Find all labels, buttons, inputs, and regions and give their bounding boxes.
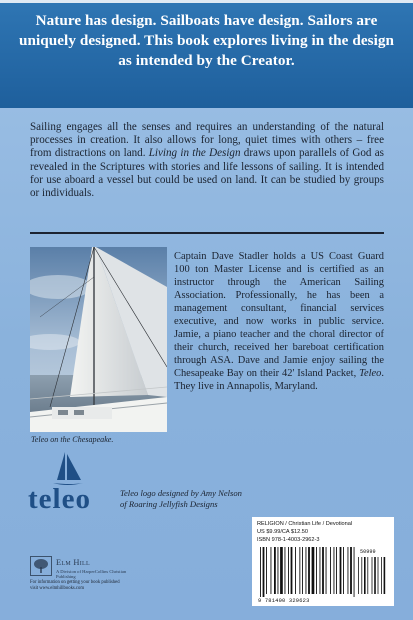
barcode-bar (330, 547, 331, 594)
barcode-bar (320, 547, 321, 594)
divider (30, 232, 384, 234)
publisher-info-line1: For information on getting your book published (30, 580, 120, 585)
barcode-bar (367, 557, 368, 594)
barcode-bar (381, 557, 382, 594)
barcode-bar (340, 547, 342, 594)
barcode-graphic (252, 517, 394, 606)
barcode-bar (274, 547, 276, 594)
tagline-banner (0, 0, 413, 108)
barcode-digits: 9 781400 329623 (258, 598, 310, 604)
barcode-bar (378, 557, 379, 594)
barcode-bar (295, 547, 296, 594)
barcode-box (252, 517, 394, 606)
barcode-bar (326, 547, 327, 594)
author-bio (174, 251, 384, 393)
barcode-bar (291, 547, 293, 594)
barcode-bar (358, 557, 359, 594)
sailboat-photo (30, 247, 167, 432)
barcode-bar (343, 547, 344, 594)
photo-caption: Teleo on the Chesapeake. (31, 435, 114, 444)
bio-text-1: Captain Dave Stadler holds a US Coast Guard 100 ton Master License and is certified as an instructor through the American Sailing Association. Professionally, he has been a management consultant, financial services executive, and now works in public service. Jamie, a piano teacher and the choral director of their church, received her bareboat certification through ASA. Dave and Jamie enjoy sailing the Chesapeake Bay on their 42' Island Packet, (174, 251, 384, 379)
barcode-bar (354, 547, 355, 597)
barcode-price-code: 50999 (360, 549, 376, 555)
barcode-bar (384, 557, 386, 594)
barcode-price: US $9.99/CA $12.50 (257, 529, 309, 535)
barcode-bar (278, 547, 279, 594)
logo-credit-line1: Teleo logo designed by Amy Nelson (120, 488, 242, 498)
barcode-category: RELIGION / Christian Life / Devotional (257, 521, 353, 527)
bio-text-2: . They live in Annapolis, Maryland. (174, 367, 384, 392)
barcode-bar (361, 557, 362, 594)
logo-credit-line2: of Roaring Jellyfish Designs (120, 499, 218, 509)
barcode-bar (288, 547, 289, 594)
barcode-bar (285, 547, 286, 594)
barcode-bar (336, 547, 337, 594)
boat-name: Teleo (359, 367, 382, 379)
barcode-bar (266, 547, 267, 594)
logo-credit (120, 488, 242, 510)
barcode-bar (316, 547, 317, 594)
barcode-bar (271, 547, 272, 594)
tagline-text: Nature has design. Sailboats have design. Sailors are uniquely designed. This book explores living in the design as intended by the Creator. (19, 12, 394, 69)
intro-text-2: draws upon parallels of God as revealed in the Scriptures with stories and life lessons of sailing. It is intended for use aboard a vessel but could be used on land. It can be studied by groups or individuals. (30, 147, 384, 200)
barcode-bar (263, 547, 265, 597)
barcode-bar (308, 547, 310, 594)
barcode-bar (306, 547, 307, 594)
elm-tree-icon (30, 556, 52, 576)
publisher-subtitle: A Division of HarperCollins Christian Publishing (56, 569, 127, 580)
barcode-bar (334, 547, 335, 594)
barcode-bar (374, 557, 376, 594)
intro-paragraph (30, 121, 384, 200)
barcode-bar (312, 547, 315, 594)
intro-text-1: Sailing engages all the senses and requires an understanding of the natural processes in creation. It also allows for long, quiet times with others – free from distractions on land. (30, 121, 384, 160)
barcode-bar (299, 547, 300, 594)
publisher-info-line2: visit www.elmhillbooks.com (30, 585, 84, 591)
barcode-bar (322, 547, 324, 594)
barcode-bar (350, 547, 352, 594)
book-title: Living in the Design (148, 147, 241, 160)
barcode-bar (302, 547, 303, 594)
barcode-bar (364, 557, 366, 594)
barcode-isbn: ISBN 978-1-4003-2962-3 (257, 537, 320, 543)
barcode-bar (260, 547, 261, 597)
teleo-logo (27, 450, 123, 514)
svg-text:teleo: teleo (28, 483, 91, 514)
publisher-info (30, 580, 140, 591)
barcode-bar (348, 547, 349, 594)
barcode-bar (280, 547, 283, 594)
publisher-name: Elm Hill (56, 558, 90, 567)
barcode-bar (372, 557, 373, 594)
